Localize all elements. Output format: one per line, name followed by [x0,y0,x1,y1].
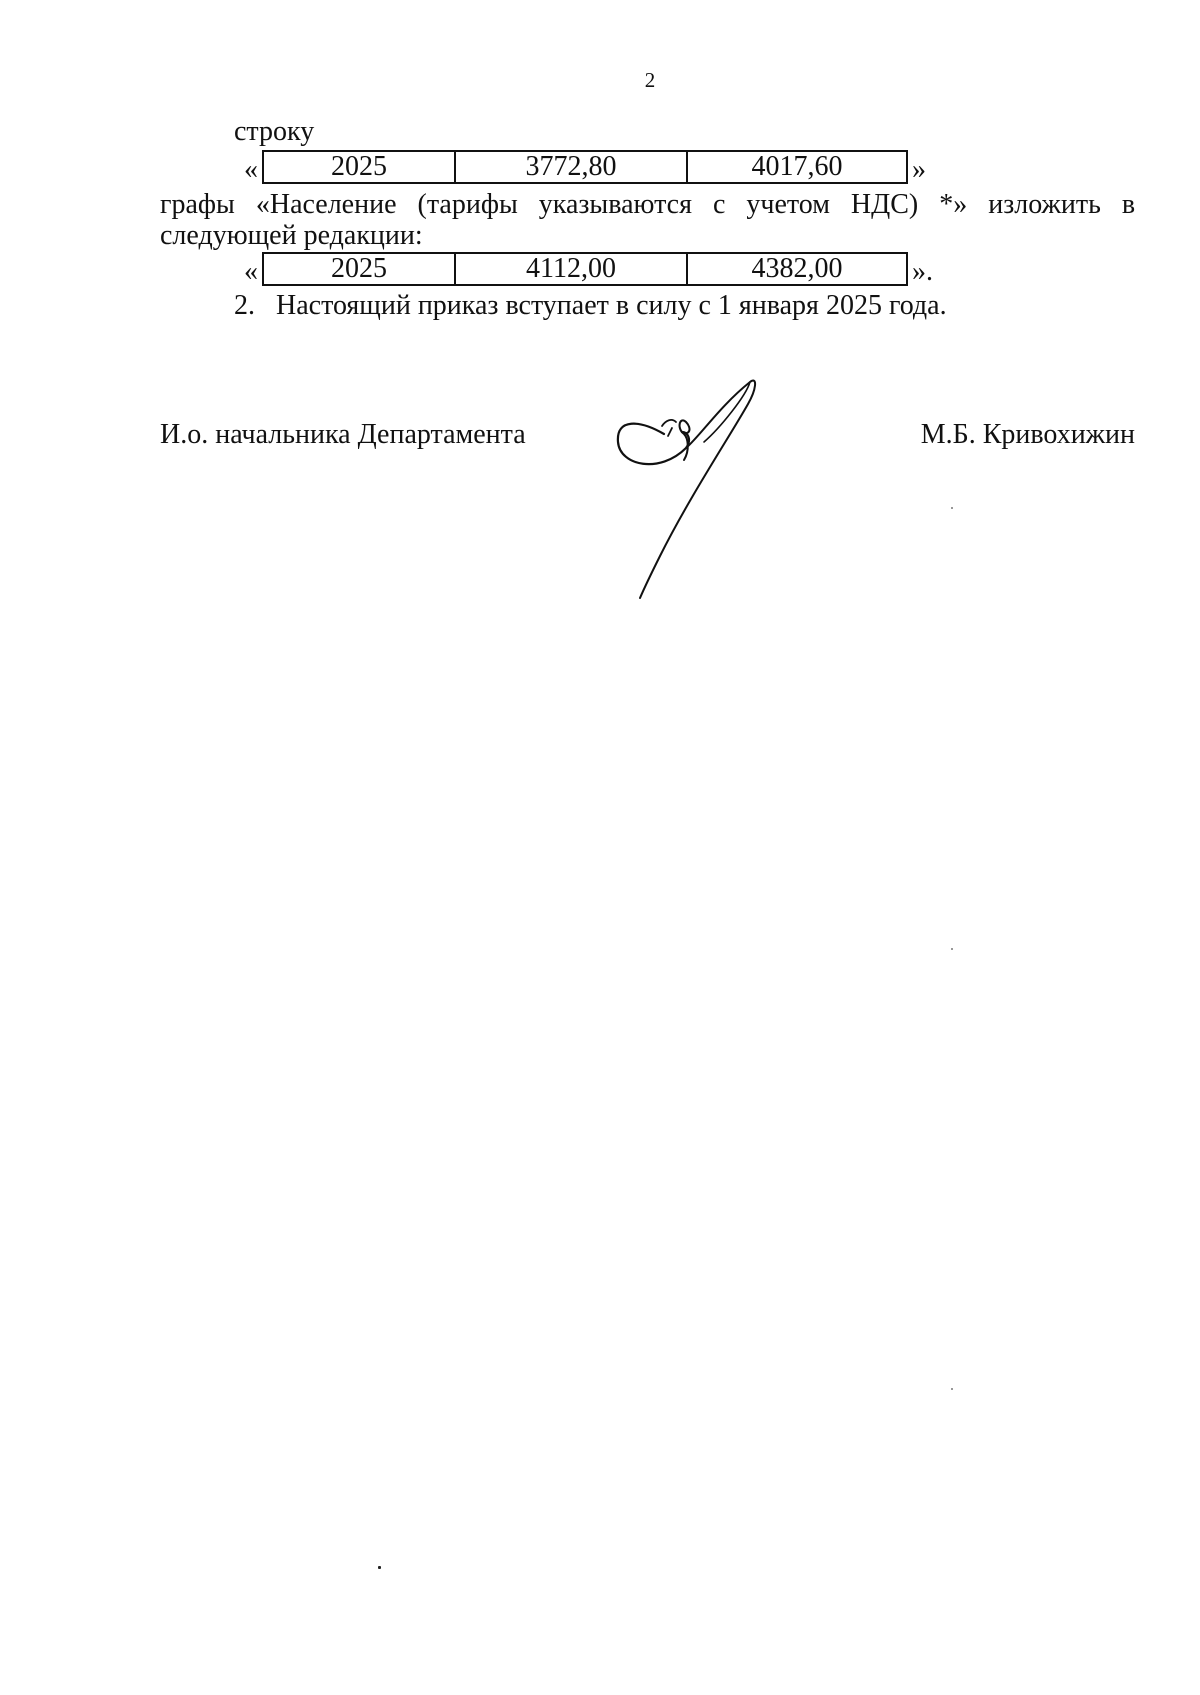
scan-speck [378,1566,381,1569]
tariff-year-cell: 2025 [263,253,455,285]
item-2 [234,292,947,320]
handwritten-signature [600,376,780,606]
signatory-name: М.Б. Кривохижин [920,419,1135,450]
column-sentence-line1: графы «Население (тарифы указываются с учетом НДС) *» изложить в [160,189,1136,220]
tariff-value2-cell: 4382,00 [687,253,907,285]
tariff-value2-cell: 4017,60 [687,151,907,183]
tariff-row-old [262,150,908,184]
quote-open-2: « [244,256,258,287]
tariff-year-cell: 2025 [263,151,455,183]
row-word: строку [234,116,315,147]
signatory-position: И.о. начальника Департамента [160,419,526,450]
quote-close-2: ». [912,256,933,287]
item-2-text: Настоящий приказ вступает в силу с 1 января 2025 года. [276,290,947,321]
tariff-value1-cell: 3772,80 [455,151,687,183]
quote-open-1: « [244,154,258,185]
scan-speck [951,948,953,950]
tariff-row-new [262,252,908,286]
scan-speck [951,1388,953,1390]
item-2-number: 2. [234,290,255,321]
scan-speck [951,507,953,509]
page-number: 2 [644,68,656,92]
tariff-value1-cell: 4112,00 [455,253,687,285]
quote-close-1: » [912,154,926,185]
column-sentence-line2: следующей редакции: [160,220,423,251]
